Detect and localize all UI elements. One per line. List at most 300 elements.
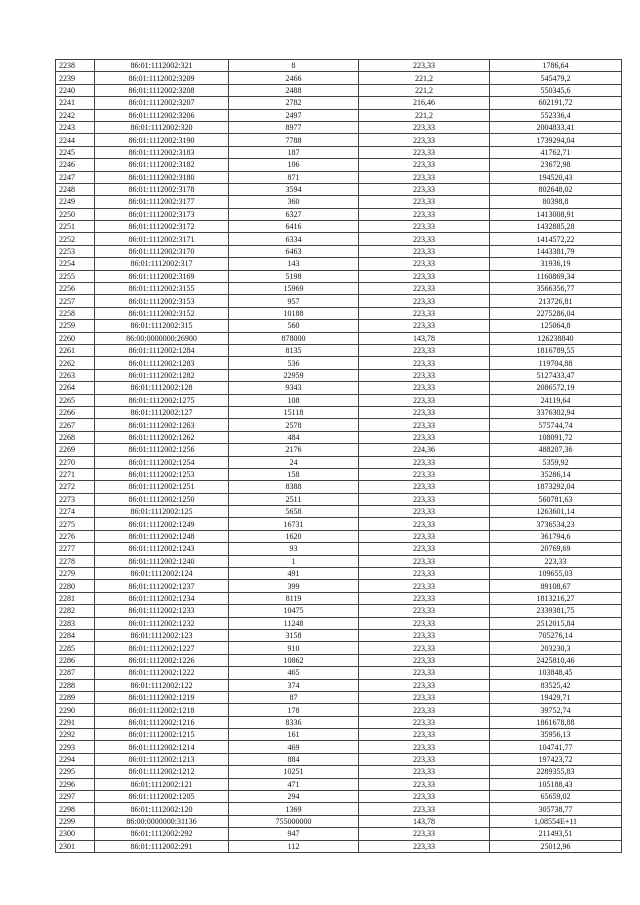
rate-cell: 223,33 xyxy=(359,134,490,146)
rate-cell: 223,33 xyxy=(359,344,490,356)
area-cell: 9343 xyxy=(229,382,359,394)
table-row xyxy=(56,568,622,580)
area-cell: 399 xyxy=(229,580,359,592)
table-row xyxy=(56,406,622,418)
table-row xyxy=(56,134,622,146)
cadastral-number-cell: 86:01:1112002:122 xyxy=(95,679,229,691)
cadastral-number-cell: 86:01:1112002:1237 xyxy=(95,580,229,592)
value-cell: 126238840 xyxy=(490,332,622,344)
value-cell: 1,08554E+11 xyxy=(490,815,622,827)
value-cell: 194520,43 xyxy=(490,171,622,183)
row-number-cell: 2289 xyxy=(56,691,95,703)
row-number-cell: 2280 xyxy=(56,580,95,592)
cadastral-number-cell: 86:01:1112002:291 xyxy=(95,840,229,852)
table-row xyxy=(56,840,622,852)
table-row xyxy=(56,332,622,344)
cadastral-number-cell: 86:01:1112002:3182 xyxy=(95,159,229,171)
cadastral-number-cell: 86:01:1112002:3152 xyxy=(95,307,229,319)
rate-cell: 223,33 xyxy=(359,642,490,654)
cadastral-number-cell: 86:01:1112002:1216 xyxy=(95,716,229,728)
row-number-cell: 2259 xyxy=(56,320,95,332)
rate-cell: 223,33 xyxy=(359,518,490,530)
cadastral-number-cell: 86:01:1112002:1256 xyxy=(95,444,229,456)
table-row xyxy=(56,530,622,542)
row-number-cell: 2247 xyxy=(56,171,95,183)
table-row xyxy=(56,704,622,716)
value-cell: 560781,63 xyxy=(490,493,622,505)
rate-cell: 143,78 xyxy=(359,815,490,827)
rate-cell: 223,33 xyxy=(359,840,490,852)
value-cell: 2275286,04 xyxy=(490,307,622,319)
table-row xyxy=(56,741,622,753)
table-row xyxy=(56,766,622,778)
area-cell: 6327 xyxy=(229,208,359,220)
table-row xyxy=(56,828,622,840)
cadastral-table xyxy=(55,59,622,853)
rate-cell: 223,33 xyxy=(359,679,490,691)
area-cell: 10188 xyxy=(229,307,359,319)
table-row xyxy=(56,60,622,72)
area-cell: 1369 xyxy=(229,803,359,815)
cadastral-number-cell: 86:01:1112002:3169 xyxy=(95,270,229,282)
row-number-cell: 2269 xyxy=(56,444,95,456)
area-cell: 5198 xyxy=(229,270,359,282)
rate-cell: 223,33 xyxy=(359,605,490,617)
table-row xyxy=(56,283,622,295)
value-cell: 41762,71 xyxy=(490,146,622,158)
area-cell: 7788 xyxy=(229,134,359,146)
area-cell: 957 xyxy=(229,295,359,307)
area-cell: 294 xyxy=(229,791,359,803)
table-row xyxy=(56,729,622,741)
row-number-cell: 2277 xyxy=(56,543,95,555)
rate-cell: 223,33 xyxy=(359,481,490,493)
rate-cell: 223,33 xyxy=(359,60,490,72)
rate-cell: 223,33 xyxy=(359,704,490,716)
rate-cell: 223,33 xyxy=(359,753,490,765)
cadastral-number-cell: 86:00:0000000:26900 xyxy=(95,332,229,344)
row-number-cell: 2271 xyxy=(56,468,95,480)
value-cell: 35286,14 xyxy=(490,468,622,480)
value-cell: 19429,71 xyxy=(490,691,622,703)
table-row xyxy=(56,344,622,356)
area-cell: 1 xyxy=(229,555,359,567)
table-row xyxy=(56,121,622,133)
area-cell: 158 xyxy=(229,468,359,480)
rate-cell: 223,33 xyxy=(359,580,490,592)
value-cell: 1443381,79 xyxy=(490,245,622,257)
row-number-cell: 2261 xyxy=(56,344,95,356)
table-row xyxy=(56,493,622,505)
table-row xyxy=(56,667,622,679)
row-number-cell: 2299 xyxy=(56,815,95,827)
rate-cell: 223,33 xyxy=(359,283,490,295)
cadastral-number-cell: 86:01:1112002:3208 xyxy=(95,84,229,96)
area-cell: 10251 xyxy=(229,766,359,778)
area-cell: 15118 xyxy=(229,406,359,418)
cadastral-number-cell: 86:01:1112002:1283 xyxy=(95,357,229,369)
row-number-cell: 2248 xyxy=(56,183,95,195)
cadastral-number-cell: 86:01:1112002:1227 xyxy=(95,642,229,654)
value-cell: 1861678,88 xyxy=(490,716,622,728)
area-cell: 143 xyxy=(229,258,359,270)
value-cell: 1414572,22 xyxy=(490,233,622,245)
area-cell: 24 xyxy=(229,456,359,468)
value-cell: 31936,19 xyxy=(490,258,622,270)
table-row xyxy=(56,270,622,282)
row-number-cell: 2267 xyxy=(56,419,95,431)
cadastral-number-cell: 86:01:1112002:3207 xyxy=(95,97,229,109)
cadastral-number-cell: 86:01:1112002:292 xyxy=(95,828,229,840)
row-number-cell: 2300 xyxy=(56,828,95,840)
value-cell: 1873292,04 xyxy=(490,481,622,493)
area-cell: 187 xyxy=(229,146,359,158)
table-row xyxy=(56,295,622,307)
table-row xyxy=(56,183,622,195)
value-cell: 550345,6 xyxy=(490,84,622,96)
table-row xyxy=(56,146,622,158)
value-cell: 108091,72 xyxy=(490,431,622,443)
table-row xyxy=(56,456,622,468)
area-cell: 2497 xyxy=(229,109,359,121)
value-cell: 1786,64 xyxy=(490,60,622,72)
cadastral-number-cell: 86:01:1112002:1251 xyxy=(95,481,229,493)
rate-cell: 224,36 xyxy=(359,444,490,456)
row-number-cell: 2301 xyxy=(56,840,95,852)
area-cell: 871 xyxy=(229,171,359,183)
cadastral-number-cell: 86:01:1112002:1263 xyxy=(95,419,229,431)
table-row xyxy=(56,196,622,208)
value-cell: 575744,74 xyxy=(490,419,622,431)
cadastral-number-cell: 86:01:1112002:125 xyxy=(95,506,229,518)
value-cell: 1263601,14 xyxy=(490,506,622,518)
cadastral-number-cell: 86:01:1112002:1218 xyxy=(95,704,229,716)
row-number-cell: 2282 xyxy=(56,605,95,617)
row-number-cell: 2293 xyxy=(56,741,95,753)
rate-cell: 223,33 xyxy=(359,183,490,195)
cadastral-number-cell: 86:01:1112002:3178 xyxy=(95,183,229,195)
value-cell: 39752,74 xyxy=(490,704,622,716)
rate-cell: 223,33 xyxy=(359,196,490,208)
rate-cell: 223,33 xyxy=(359,369,490,381)
area-cell: 2176 xyxy=(229,444,359,456)
table-row xyxy=(56,233,622,245)
table-row xyxy=(56,506,622,518)
cadastral-number-cell: 86:01:1112002:1282 xyxy=(95,369,229,381)
value-cell: 488207,36 xyxy=(490,444,622,456)
value-cell: 2086572,19 xyxy=(490,382,622,394)
value-cell: 223,33 xyxy=(490,555,622,567)
area-cell: 16731 xyxy=(229,518,359,530)
area-cell: 374 xyxy=(229,679,359,691)
row-number-cell: 2283 xyxy=(56,617,95,629)
table-row xyxy=(56,815,622,827)
row-number-cell: 2254 xyxy=(56,258,95,270)
row-number-cell: 2245 xyxy=(56,146,95,158)
value-cell: 545479,2 xyxy=(490,72,622,84)
area-cell: 8 xyxy=(229,60,359,72)
table-row xyxy=(56,468,622,480)
value-cell: 2339381,75 xyxy=(490,605,622,617)
rate-cell: 223,33 xyxy=(359,419,490,431)
row-number-cell: 2295 xyxy=(56,766,95,778)
table-row xyxy=(56,580,622,592)
value-cell: 103848,45 xyxy=(490,667,622,679)
value-cell: 1413008,91 xyxy=(490,208,622,220)
area-cell: 471 xyxy=(229,778,359,790)
table-row xyxy=(56,605,622,617)
area-cell: 878000 xyxy=(229,332,359,344)
rate-cell: 223,33 xyxy=(359,121,490,133)
table-row xyxy=(56,221,622,233)
cadastral-number-cell: 86:01:1112002:315 xyxy=(95,320,229,332)
value-cell: 2512015,84 xyxy=(490,617,622,629)
cadastral-number-cell: 86:01:1112002:320 xyxy=(95,121,229,133)
row-number-cell: 2240 xyxy=(56,84,95,96)
rate-cell: 223,33 xyxy=(359,716,490,728)
area-cell: 6334 xyxy=(229,233,359,245)
row-number-cell: 2297 xyxy=(56,791,95,803)
rate-cell: 223,33 xyxy=(359,394,490,406)
cadastral-number-cell: 86:01:1112002:1243 xyxy=(95,543,229,555)
row-number-cell: 2294 xyxy=(56,753,95,765)
table-row xyxy=(56,431,622,443)
table-row xyxy=(56,382,622,394)
cadastral-number-cell: 86:01:1112002:1222 xyxy=(95,667,229,679)
row-number-cell: 2284 xyxy=(56,629,95,641)
rate-cell: 223,33 xyxy=(359,382,490,394)
row-number-cell: 2270 xyxy=(56,456,95,468)
table-row xyxy=(56,778,622,790)
cadastral-number-cell: 86:01:1112002:1232 xyxy=(95,617,229,629)
cadastral-number-cell: 86:01:1112002:127 xyxy=(95,406,229,418)
value-cell: 1816789,55 xyxy=(490,344,622,356)
cadastral-number-cell: 86:01:1112002:1234 xyxy=(95,592,229,604)
row-number-cell: 2264 xyxy=(56,382,95,394)
rate-cell: 143,78 xyxy=(359,332,490,344)
row-number-cell: 2263 xyxy=(56,369,95,381)
row-number-cell: 2250 xyxy=(56,208,95,220)
rate-cell: 221,2 xyxy=(359,84,490,96)
area-cell: 484 xyxy=(229,431,359,443)
row-number-cell: 2260 xyxy=(56,332,95,344)
cadastral-number-cell: 86:01:1112002:1219 xyxy=(95,691,229,703)
area-cell: 112 xyxy=(229,840,359,852)
rate-cell: 223,33 xyxy=(359,171,490,183)
row-number-cell: 2262 xyxy=(56,357,95,369)
value-cell: 305738,77 xyxy=(490,803,622,815)
table-row xyxy=(56,171,622,183)
value-cell: 3736534,23 xyxy=(490,518,622,530)
row-number-cell: 2255 xyxy=(56,270,95,282)
table-row xyxy=(56,419,622,431)
table-row xyxy=(56,444,622,456)
rate-cell: 223,33 xyxy=(359,555,490,567)
area-cell: 2511 xyxy=(229,493,359,505)
row-number-cell: 2287 xyxy=(56,667,95,679)
rate-cell: 223,33 xyxy=(359,617,490,629)
rate-cell: 223,33 xyxy=(359,506,490,518)
table-row xyxy=(56,481,622,493)
cadastral-number-cell: 86:01:1112002:1254 xyxy=(95,456,229,468)
cadastral-number-cell: 86:01:1112002:1284 xyxy=(95,344,229,356)
table-row xyxy=(56,320,622,332)
row-number-cell: 2243 xyxy=(56,121,95,133)
area-cell: 178 xyxy=(229,704,359,716)
cadastral-number-cell: 86:01:1112002:1212 xyxy=(95,766,229,778)
area-cell: 8336 xyxy=(229,716,359,728)
row-number-cell: 2242 xyxy=(56,109,95,121)
area-cell: 469 xyxy=(229,741,359,753)
value-cell: 25012,96 xyxy=(490,840,622,852)
cadastral-number-cell: 86:01:1112002:1215 xyxy=(95,729,229,741)
rate-cell: 223,33 xyxy=(359,766,490,778)
row-number-cell: 2265 xyxy=(56,394,95,406)
rate-cell: 223,33 xyxy=(359,258,490,270)
value-cell: 2289355,83 xyxy=(490,766,622,778)
row-number-cell: 2258 xyxy=(56,307,95,319)
cadastral-number-cell: 86:01:1112002:3190 xyxy=(95,134,229,146)
area-cell: 2488 xyxy=(229,84,359,96)
rate-cell: 223,33 xyxy=(359,828,490,840)
cadastral-number-cell: 86:01:1112002:128 xyxy=(95,382,229,394)
rate-cell: 223,33 xyxy=(359,357,490,369)
rate-cell: 223,33 xyxy=(359,307,490,319)
cadastral-number-cell: 86:01:1112002:1226 xyxy=(95,654,229,666)
area-cell: 10475 xyxy=(229,605,359,617)
row-number-cell: 2275 xyxy=(56,518,95,530)
value-cell: 802648,02 xyxy=(490,183,622,195)
value-cell: 602191,72 xyxy=(490,97,622,109)
table-row xyxy=(56,803,622,815)
table-row xyxy=(56,208,622,220)
cadastral-number-cell: 86:01:1112002:1248 xyxy=(95,530,229,542)
table-row xyxy=(56,791,622,803)
area-cell: 2466 xyxy=(229,72,359,84)
row-number-cell: 2252 xyxy=(56,233,95,245)
value-cell: 20769,69 xyxy=(490,543,622,555)
cadastral-number-cell: 86:01:1112002:1240 xyxy=(95,555,229,567)
row-number-cell: 2291 xyxy=(56,716,95,728)
area-cell: 8977 xyxy=(229,121,359,133)
table-row xyxy=(56,543,622,555)
rate-cell: 223,33 xyxy=(359,778,490,790)
cadastral-number-cell: 86:01:1112002:3173 xyxy=(95,208,229,220)
rate-cell: 223,33 xyxy=(359,729,490,741)
cadastral-number-cell: 86:01:1112002:1213 xyxy=(95,753,229,765)
rate-cell: 223,33 xyxy=(359,629,490,641)
rate-cell: 223,33 xyxy=(359,431,490,443)
area-cell: 884 xyxy=(229,753,359,765)
row-number-cell: 2278 xyxy=(56,555,95,567)
rate-cell: 223,33 xyxy=(359,406,490,418)
row-number-cell: 2286 xyxy=(56,654,95,666)
table-row xyxy=(56,357,622,369)
value-cell: 80398,8 xyxy=(490,196,622,208)
cadastral-number-cell: 86:01:1112002:1275 xyxy=(95,394,229,406)
rate-cell: 221,2 xyxy=(359,72,490,84)
cadastral-number-cell: 86:01:1112002:1205 xyxy=(95,791,229,803)
rate-cell: 223,33 xyxy=(359,568,490,580)
cadastral-number-cell: 86:01:1112002:3172 xyxy=(95,221,229,233)
table-row xyxy=(56,642,622,654)
table-row xyxy=(56,617,622,629)
cadastral-number-cell: 86:01:1112002:1253 xyxy=(95,468,229,480)
row-number-cell: 2238 xyxy=(56,60,95,72)
row-number-cell: 2298 xyxy=(56,803,95,815)
cadastral-number-cell: 86:01:1112002:1233 xyxy=(95,605,229,617)
area-cell: 8388 xyxy=(229,481,359,493)
area-cell: 10862 xyxy=(229,654,359,666)
cadastral-number-cell: 86:01:1112002:317 xyxy=(95,258,229,270)
value-cell: 203230,3 xyxy=(490,642,622,654)
value-cell: 213726,81 xyxy=(490,295,622,307)
rate-cell: 223,33 xyxy=(359,667,490,679)
rate-cell: 223,33 xyxy=(359,270,490,282)
row-number-cell: 2274 xyxy=(56,506,95,518)
cadastral-number-cell: 86:01:1112002:3155 xyxy=(95,283,229,295)
rate-cell: 223,33 xyxy=(359,146,490,158)
table-row xyxy=(56,307,622,319)
table-body xyxy=(56,60,622,853)
row-number-cell: 2241 xyxy=(56,97,95,109)
table-row xyxy=(56,84,622,96)
row-number-cell: 2279 xyxy=(56,568,95,580)
cadastral-number-cell: 86:01:1112002:3171 xyxy=(95,233,229,245)
area-cell: 360 xyxy=(229,196,359,208)
area-cell: 6416 xyxy=(229,221,359,233)
row-number-cell: 2239 xyxy=(56,72,95,84)
area-cell: 2578 xyxy=(229,419,359,431)
cadastral-number-cell: 86:01:1112002:3209 xyxy=(95,72,229,84)
row-number-cell: 2246 xyxy=(56,159,95,171)
area-cell: 15969 xyxy=(229,283,359,295)
cadastral-number-cell: 86:01:1112002:3153 xyxy=(95,295,229,307)
rate-cell: 223,33 xyxy=(359,295,490,307)
table-row xyxy=(56,159,622,171)
value-cell: 552336,4 xyxy=(490,109,622,121)
rate-cell: 223,33 xyxy=(359,791,490,803)
area-cell: 947 xyxy=(229,828,359,840)
cadastral-number-cell: 86:01:1112002:3183 xyxy=(95,146,229,158)
rate-cell: 223,33 xyxy=(359,530,490,542)
row-number-cell: 2253 xyxy=(56,245,95,257)
table-row xyxy=(56,716,622,728)
cadastral-number-cell: 86:01:1112002:321 xyxy=(95,60,229,72)
row-number-cell: 2273 xyxy=(56,493,95,505)
value-cell: 5127433,47 xyxy=(490,369,622,381)
area-cell: 491 xyxy=(229,568,359,580)
row-number-cell: 2288 xyxy=(56,679,95,691)
value-cell: 2425810,46 xyxy=(490,654,622,666)
value-cell: 2004833,41 xyxy=(490,121,622,133)
cadastral-number-cell: 86:01:1112002:121 xyxy=(95,778,229,790)
area-cell: 22959 xyxy=(229,369,359,381)
rate-cell: 223,33 xyxy=(359,233,490,245)
value-cell: 361794,6 xyxy=(490,530,622,542)
area-cell: 87 xyxy=(229,691,359,703)
value-cell: 119704,88 xyxy=(490,357,622,369)
value-cell: 35956,13 xyxy=(490,729,622,741)
table-row xyxy=(56,245,622,257)
area-cell: 536 xyxy=(229,357,359,369)
value-cell: 23672,98 xyxy=(490,159,622,171)
value-cell: 5359,92 xyxy=(490,456,622,468)
area-cell: 465 xyxy=(229,667,359,679)
table-row xyxy=(56,97,622,109)
area-cell: 3594 xyxy=(229,183,359,195)
area-cell: 8119 xyxy=(229,592,359,604)
